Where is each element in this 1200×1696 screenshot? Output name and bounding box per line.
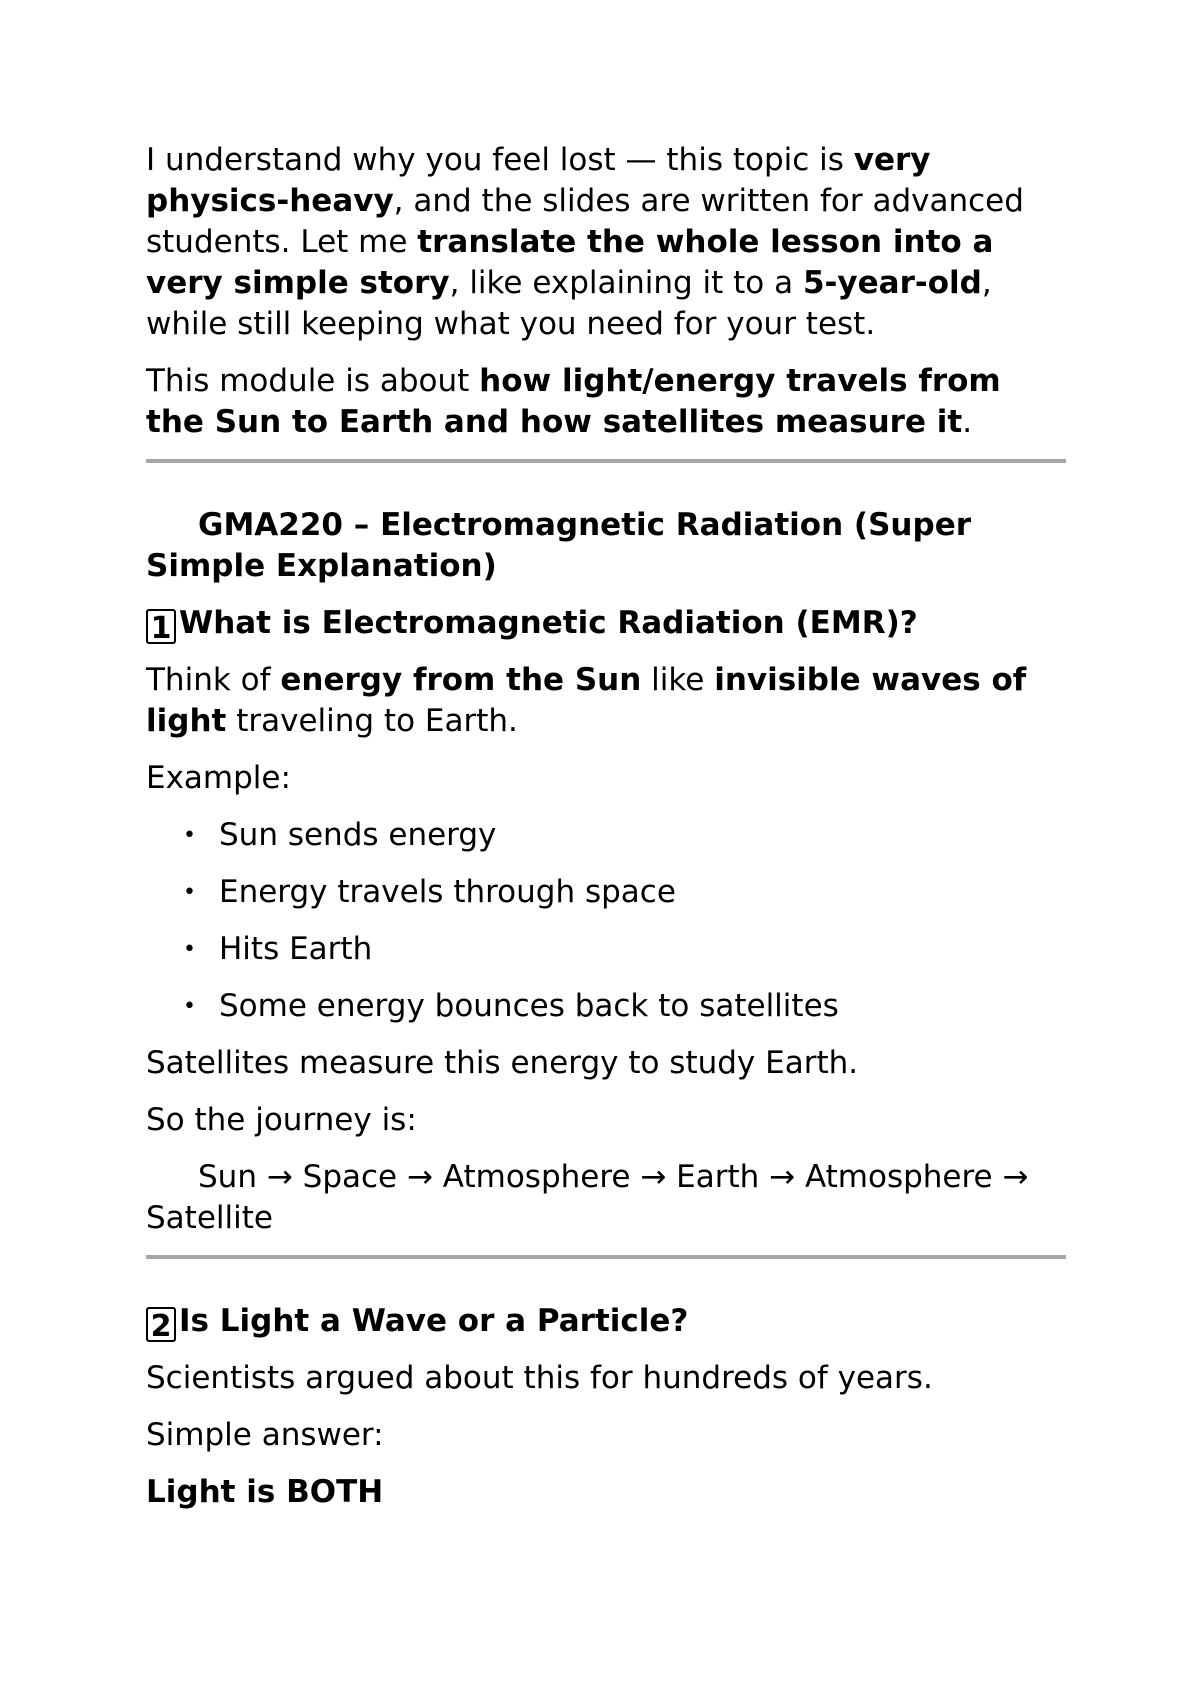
intro-text: , like explaining it to a <box>449 265 803 301</box>
definition-emphasis: invisible waves of light <box>146 662 1027 739</box>
list-item: • Hits Earth <box>146 929 1066 970</box>
divider <box>146 459 1066 463</box>
document-page <box>146 140 1066 1529</box>
example-label: Example: <box>146 760 291 796</box>
intro-text: I understand why you feel lost — this topic is <box>146 142 854 178</box>
answer-emphasis: Light is BOTH <box>146 1474 384 1510</box>
intro-text: , while still keeping what you need for your test. <box>146 265 992 342</box>
definition-text: traveling to Earth. <box>226 703 518 739</box>
intro-emphasis: very physics-heavy <box>146 142 931 219</box>
document-title: GMA220 – Electromagnetic Radiation (Super Simple Explanation) <box>146 507 972 584</box>
emr-definition-paragraph <box>146 660 1066 742</box>
summary-emphasis: how light/energy travels from the Sun to Earth and how satellites measure it <box>146 363 1001 440</box>
definition-text: like <box>641 662 715 698</box>
section-1-title: What is Electromagnetic Radiation (EMR)? <box>179 605 918 641</box>
scientists-argued-text: Scientists argued about this for hundreds of years. <box>146 1360 933 1396</box>
module-summary-paragraph <box>146 361 1066 443</box>
list-item: • Energy travels through space <box>146 872 1066 913</box>
section-2-heading <box>146 1301 1066 1342</box>
summary-text: . <box>962 404 973 440</box>
summary-text: This module is about <box>146 363 480 399</box>
intro-emphasis: 5-year-old <box>802 265 982 301</box>
energy-path-list <box>146 815 1066 1027</box>
definition-text: Think of <box>146 662 281 698</box>
answer-text <box>146 1472 1066 1513</box>
list-item: • Sun sends energy <box>146 815 1066 856</box>
intro-text: , and the slides are written for advanced students. Let me <box>146 183 1024 260</box>
simple-answer-label: Simple answer: <box>146 1417 384 1453</box>
section-1-heading <box>146 603 1066 644</box>
number-1-badge: 1 <box>146 609 176 644</box>
divider <box>146 1255 1066 1259</box>
section-2-title: Is Light a Wave or a Particle? <box>179 1303 689 1339</box>
list-item: • Some energy bounces back to satellites <box>146 986 1066 1027</box>
satellites-text: Satellites measure this energy to study Earth. <box>146 1045 859 1081</box>
journey-label: So the journey is: <box>146 1102 417 1138</box>
journey-path: Sun → Space → Atmosphere → Earth → Atmosphere → Satellite <box>146 1159 1029 1236</box>
number-2-badge: 2 <box>146 1307 176 1342</box>
intro-paragraph <box>146 140 1066 345</box>
intro-emphasis: translate the whole lesson into a very simple story <box>146 224 994 301</box>
definition-emphasis: energy from the Sun <box>280 662 642 698</box>
